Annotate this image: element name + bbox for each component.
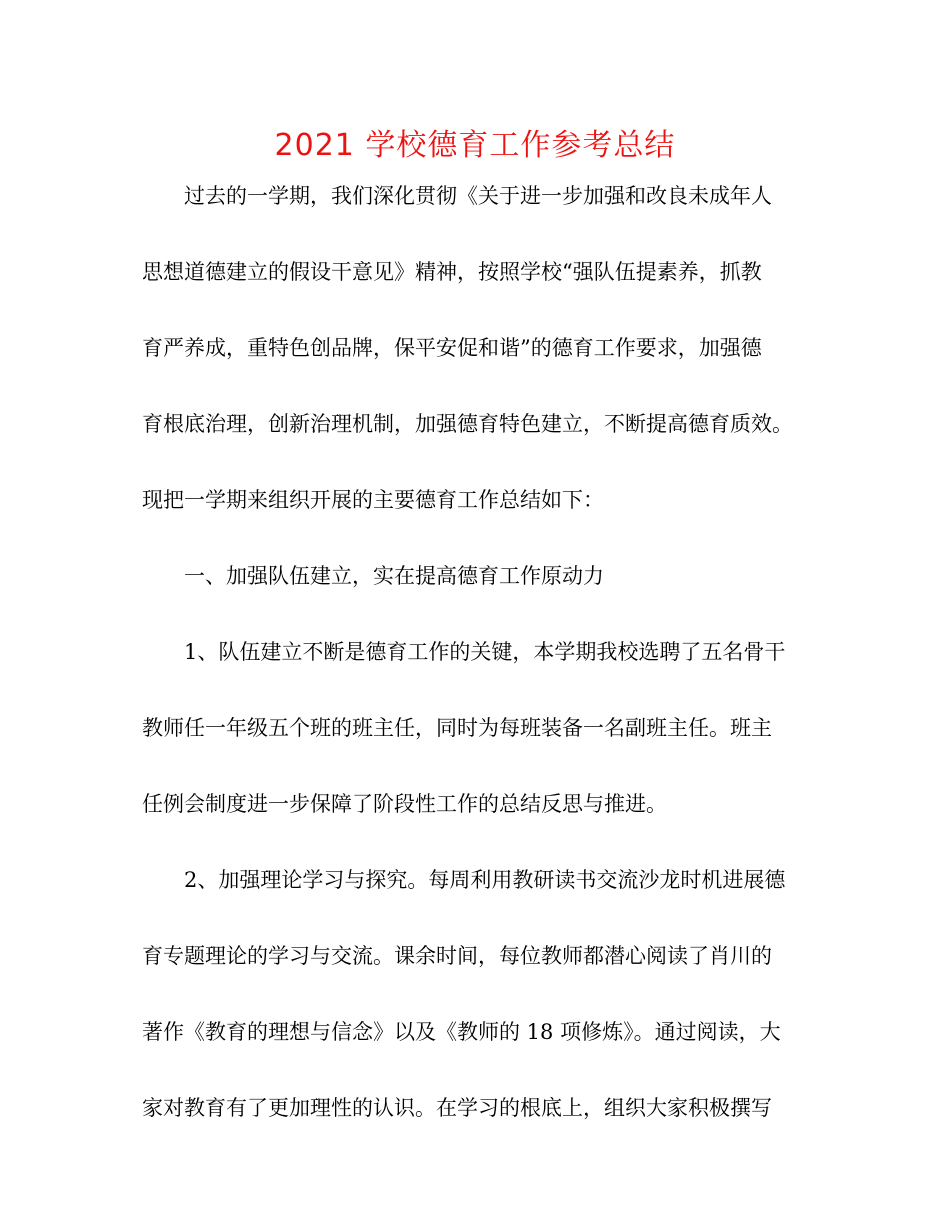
paragraph-line: 过去的一学期，我们深化贯彻《关于进一步加强和改良未成年人 [184,184,772,208]
paragraph-line: 育专题理论的学习与交流。课余时间，每位教师都潜心阅读了肖川的 [142,944,772,968]
paragraph-line: 2、加强理论学习与探究。每周利用教研读书交流沙龙时机进展德 [184,868,786,892]
paragraph-line: 1、队伍建立不断是德育工作的关键，本学期我校选聘了五名骨干 [184,640,786,664]
paragraph-line: 教师任一年级五个班的班主任，同时为每班装备一名副班主任。班主 [142,716,772,740]
paragraph-line: 著作《教育的理想与信念》以及《教师的 18 项修炼》。通过阅读，大 [142,1020,781,1044]
paragraph-line: 任例会制度进一步保障了阶段性工作的总结反思与推进。 [142,792,667,816]
paragraph-line: 思想道德建立的假设干意见》精神，按照学校“强队伍提素养，抓教 [142,260,762,284]
paragraph-line: 家对教育有了更加理性的认识。在学习的根底上，组织大家积极撰写 [142,1096,772,1120]
paragraph-line: 育根底治理，创新治理机制，加强德育特色建立，不断提高德育质效。 [142,412,793,436]
section-heading: 一、加强队伍建立，实在提高德育工作原动力 [184,564,604,588]
paragraph-line: 现把一学期来组织开展的主要德育工作总结如下： [142,488,604,512]
document-title: 2021 学校德育工作参考总结 [274,128,676,163]
document-body [142,178,802,1126]
paragraph-line: 育严养成，重特色创品牌，保平安促和谐”的德育工作要求，加强德 [142,336,762,360]
